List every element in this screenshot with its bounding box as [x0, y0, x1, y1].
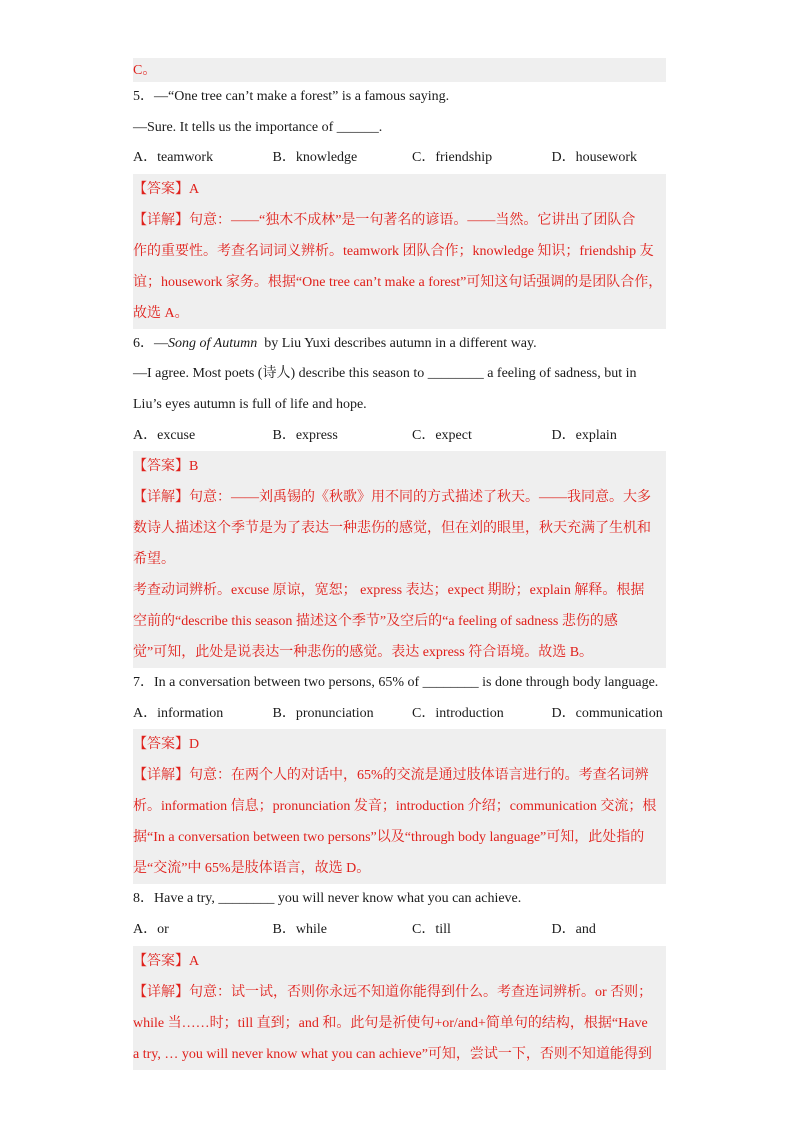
explanation-line: 【详解】句意：——刘禹锡的《秋歌》用不同的方式描述了秋天。——我同意。大多 [133, 490, 651, 506]
answer-block [133, 174, 666, 329]
explanation-line: 觉”可知，此处是说表达一种悲伤的感觉。表达 express 符合语境。故选 B。 [133, 645, 594, 661]
explanation-line: 故选 A。 [133, 305, 189, 321]
option-d: D．housework [551, 150, 638, 166]
question-stem-line: 6．—Song of Autumn by Liu Yuxi describes autumn in a different way. [133, 335, 537, 351]
option-a: A．information [133, 705, 224, 721]
question-stem-line: —Sure. It tells us the importance of ______. [133, 119, 383, 135]
explanation-line: 【详解】句意：试一试，否则你永远不知道你能得到什么。考查连词辨析。or 否则； [133, 984, 653, 1000]
explanation-line: 【详解】句意：——“独木不成林”是一句著名的谚语。——当然。它讲出了团队合 [133, 212, 636, 228]
option-a: A．or [133, 921, 169, 937]
explanation-line: 作的重要性。考查名词词义辨析。teamwork 团队合作；knowledge 知识；friendship 友 [133, 243, 654, 259]
question-8 [133, 884, 666, 1069]
explanation-line: 据“In a conversation between two persons”以及“through body language”可知，此处指的 [133, 830, 645, 846]
explanation-line: 考查动词辨析。excuse 原谅，宽恕； express 表达；expect 期盼；explain 解释。根据 [133, 583, 645, 599]
option-a: A．excuse [133, 427, 196, 443]
answer-label: 【答案】A [133, 181, 200, 197]
explanation-line: 谊；housework 家务。根据“One tree can’t make a forest”可知这句话强调的是团队合作， [133, 274, 663, 290]
question-stem-line: 5．—“One tree can’t make a forest” is a famous saying. [133, 89, 450, 104]
answer-label: 【答案】B [133, 459, 199, 475]
prev-tail-text: C。 [133, 63, 157, 78]
explanation-line: while 当……时；till 直到；and 和。此句是祈使句+or/and+简单句的结构，根据“Have [133, 1015, 648, 1031]
option-b: B．knowledge [272, 150, 358, 166]
answer-label: 【答案】D [133, 737, 200, 753]
option-d: D．communication [551, 705, 663, 721]
question-7 [133, 668, 666, 884]
option-c: C．expect [412, 427, 472, 443]
answer-block [133, 451, 666, 668]
answer-block [133, 729, 666, 884]
song-title: Song of Autumn [168, 335, 258, 351]
explanation-line: 希望。 [133, 552, 175, 568]
answer-label: 【答案】A [133, 953, 200, 969]
options-row [133, 699, 666, 730]
explanation-line: 数诗人描述这个季节是为了表达一种悲伤的感觉，但在刘的眼里，秋天充满了生机和 [133, 521, 651, 537]
option-d: D．and [551, 921, 596, 937]
option-a: A．teamwork [133, 150, 214, 166]
explanation-line: 析。information 信息；pronunciation 发音；introduction 介绍；communication 交流；根 [133, 799, 657, 815]
question-stem-line: —I agree. Most poets (诗人) describe this season to ________ a feeling of sadness, but in [133, 366, 637, 382]
option-b: B．while [272, 921, 327, 937]
option-b: B．pronunciation [272, 705, 374, 721]
explanation-line: 空前的“describe this season 描述这个季节”及空后的“a feeling of sadness 悲伤的感 [133, 614, 618, 630]
option-c: C．introduction [412, 705, 504, 721]
explanation-line: a try, … you will never know what you can achieve”可知，尝试一下，否则不知道能得到 [133, 1046, 652, 1062]
answer-block [133, 946, 666, 1070]
explanation-line: 是“交流”中 65%是肢体语言，故选 D。 [133, 861, 371, 877]
option-c: C．till [412, 921, 451, 937]
question-6 [133, 329, 666, 668]
prev-explanation-tail [133, 58, 666, 82]
options-row [133, 915, 666, 946]
question-stem-line: 8．Have a try, ________ you will never know what you can achieve. [133, 891, 522, 907]
option-d: D．explain [551, 427, 617, 443]
document-page [133, 58, 666, 1070]
question-5 [133, 82, 666, 329]
explanation-line: 【详解】句意：在两个人的对话中，65%的交流是通过肢体语言进行的。考查名词辨 [133, 768, 649, 784]
options-row [133, 143, 666, 174]
options-row [133, 421, 666, 452]
question-stem-line: Liu’s eyes autumn is full of life and hope. [133, 396, 367, 412]
option-b: B．express [272, 427, 338, 443]
question-stem-line: 7．In a conversation between two persons, 65% of ________ is done through body language. [133, 675, 659, 691]
option-c: C．friendship [412, 150, 493, 166]
